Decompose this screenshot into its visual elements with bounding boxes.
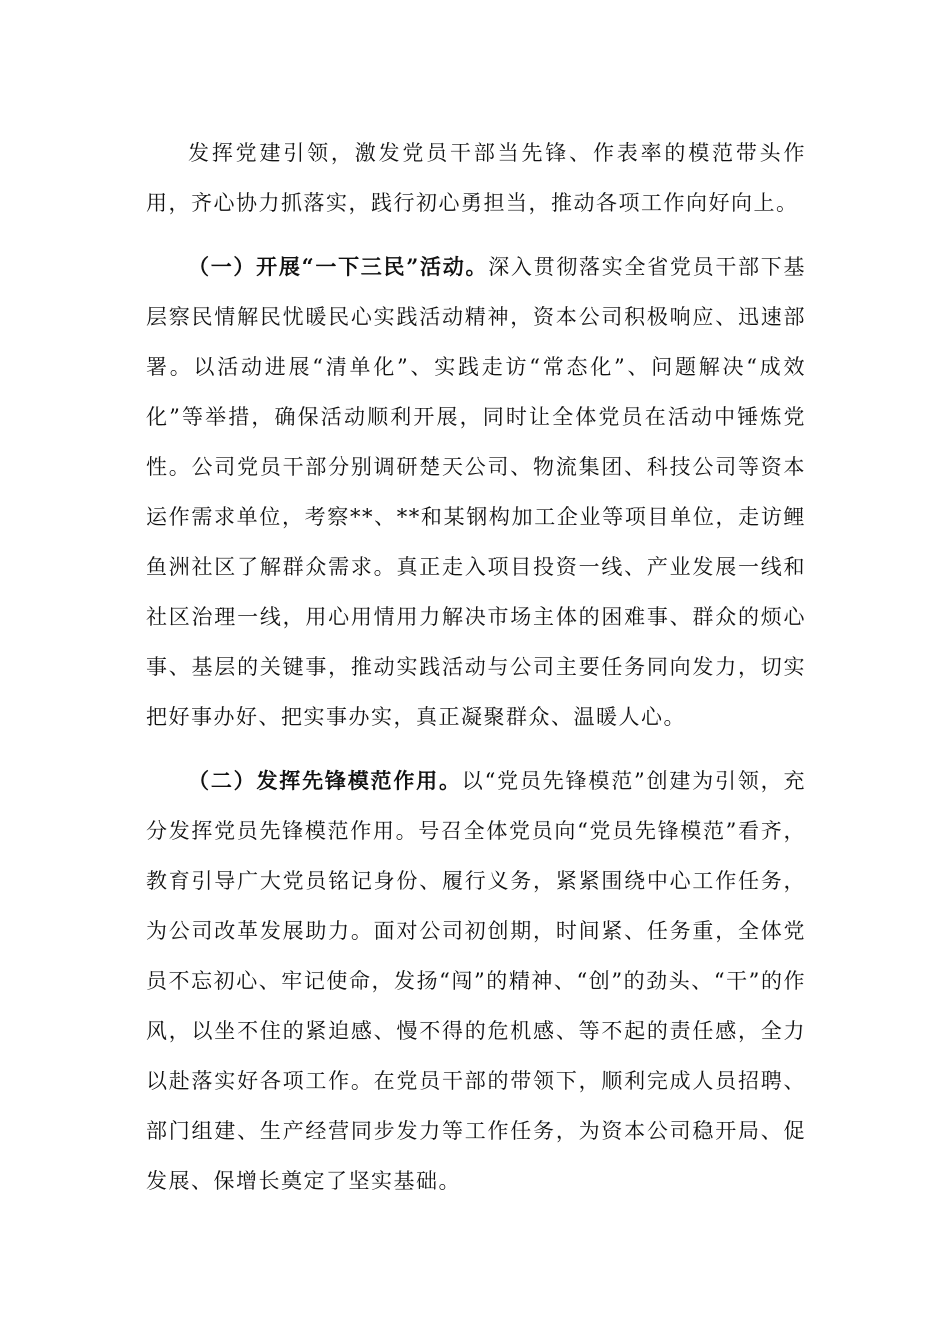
- document-body: [146, 128, 806, 1206]
- intro-paragraph: [146, 128, 806, 228]
- intro-text: 发挥党建引领，激发党员干部当先锋、作表率的模范带头作用，齐心协力抓落实，践行初心勇担当，推动各项工作向好向上。: [146, 141, 806, 215]
- section-one-heading: （一）开展“一下三民”活动。: [188, 254, 489, 279]
- section-one-paragraph: [146, 242, 806, 742]
- section-two-heading: （二）发挥先锋模范作用。: [188, 768, 462, 793]
- section-one-text: 深入贯彻落实全省党员干部下基层察民情解民忧暖民心实践活动精神，资本公司积极响应、迅速部署。以活动进展“清单化”、实践走访“常态化”、问题解决“成效化”等举措，确保活动顺利开展，同时让全体党员在活动中锤炼党性。公司党员干部分别调研楚天公司、物流集团、科技公司等资本运作需求单位，考察**、**和某钢构加工企业等项目单位，走访鲤鱼洲社区了解群众需求。真正走入项目投资一线、产业发展一线和社区治理一线，用心用情用力解决市场主体的困难事、群众的烦心事、基层的关键事，推动实践活动与公司主要任务同向发力，切实把好事办好、把实事办实，真正凝聚群众、温暖人心。: [146, 255, 806, 729]
- section-two-text: 以“党员先锋模范”创建为引领，充分发挥党员先锋模范作用。号召全体党员向“党员先锋模范”看齐，教育引导广大党员铭记身份、履行义务，紧紧围绕中心工作任务，为公司改革发展助力。面对公司初创期，时间紧、任务重，全体党员不忘初心、牢记使命，发扬“闯”的精神、“创”的劲头、“干”的作风，以坐不住的紧迫感、慢不得的危机感、等不起的责任感，全力以赴落实好各项工作。在党员干部的带领下，顺利完成人员招聘、部门组建、生产经营同步发力等工作任务，为资本公司稳开局、促发展、保增长奠定了坚实基础。: [146, 769, 806, 1193]
- section-two-paragraph: [146, 756, 806, 1206]
